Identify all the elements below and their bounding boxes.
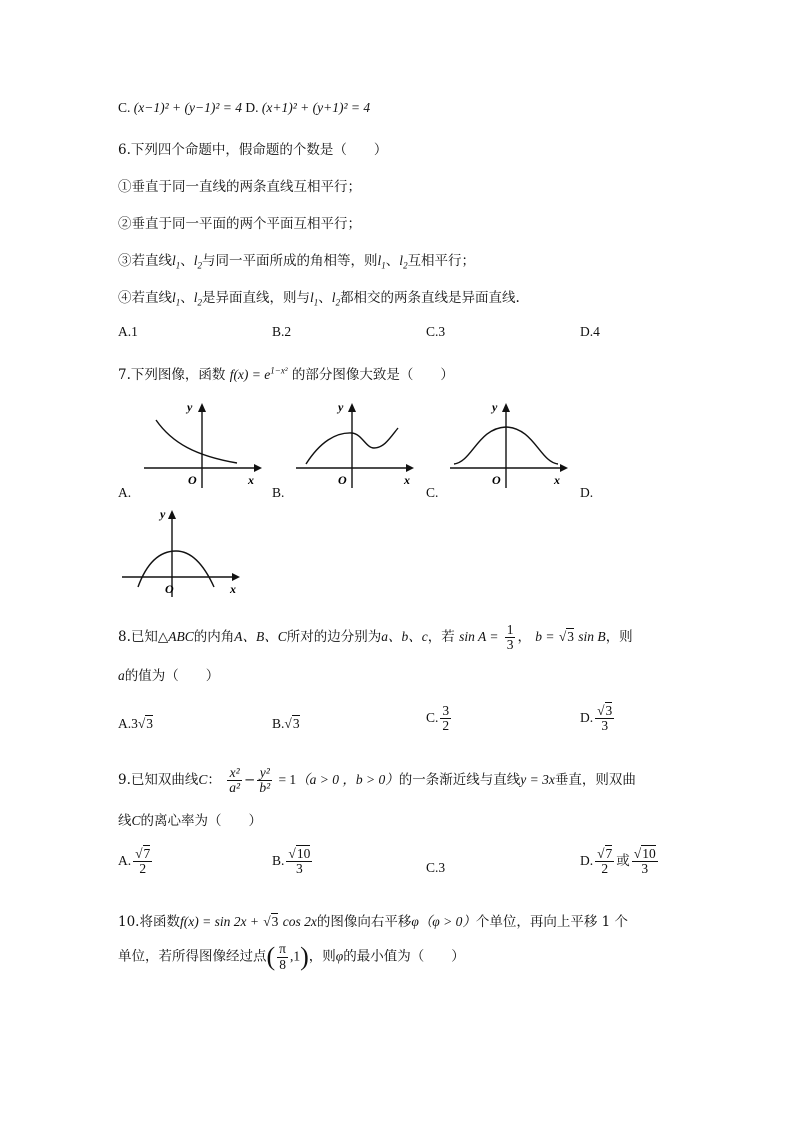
- text: 、: [180, 290, 194, 306]
- text: 、: [180, 253, 194, 269]
- q6-option-c: C.3: [426, 324, 446, 339]
- y-axis-label: y: [160, 507, 166, 521]
- origin-label: O: [165, 582, 174, 596]
- expr: cos 2x: [282, 914, 317, 929]
- condition: （a > 0 ，b > 0）: [296, 772, 399, 788]
- text: ，: [517, 629, 531, 646]
- text: 10.将函数: [118, 914, 180, 930]
- y-axis-label: y: [492, 400, 498, 414]
- var: a: [118, 668, 125, 683]
- expr: b =: [535, 629, 555, 645]
- q9-option-c: C.3: [426, 860, 446, 875]
- text: 的值为（ ）: [124, 668, 220, 684]
- var-l2: $l_2$: [331, 290, 341, 308]
- text: ，则: [605, 629, 633, 646]
- graph-d-label: D.: [580, 485, 594, 500]
- text: 线: [118, 813, 132, 829]
- option-expr: (x+1)² + (y+1)² = 4: [261, 100, 371, 115]
- q6-statement-4: [118, 286, 520, 308]
- option-label: D.: [245, 100, 259, 115]
- q10-stem-line2: [118, 942, 465, 972]
- var-l1: $l_1$: [310, 290, 319, 308]
- graph-c: [446, 398, 571, 490]
- var-l1: $l_1$: [172, 253, 181, 271]
- graph-b: [292, 398, 417, 490]
- x-axis-label: x: [248, 473, 254, 487]
- exponent: 1−x²: [270, 365, 288, 376]
- text: 都相交的两条直线是异面直线.: [340, 290, 520, 306]
- var: C: [198, 772, 208, 788]
- q8-option-a: A.3√3: [118, 716, 154, 731]
- text: ，则: [308, 948, 336, 965]
- q8-option-c: C. $\frac{3}{2}$: [426, 703, 450, 734]
- graph-b-label: B.: [272, 485, 285, 500]
- text: ,1: [290, 948, 301, 964]
- x-axis-label: x: [404, 473, 410, 487]
- var: φ: [335, 948, 344, 964]
- var: A、B、C: [234, 629, 287, 645]
- q6-statement-3: [118, 249, 475, 271]
- origin-label: O: [338, 473, 347, 487]
- var: ABC: [168, 629, 194, 645]
- q6-statement-2: ②垂直于同一平面的两个平面互相平行；: [118, 216, 361, 232]
- text: 8.已知△: [118, 629, 169, 646]
- origin-label: O: [492, 473, 501, 487]
- text: 、: [385, 253, 400, 269]
- var-l1: $l_1$: [377, 253, 386, 271]
- var-l2: $l_2$: [193, 290, 203, 308]
- expr: = 1: [278, 772, 297, 788]
- fraction: $\frac{\text{x²}}{\text{a²}}$: [229, 765, 241, 796]
- text: ，若: [427, 629, 455, 646]
- q8-stem-line2: [118, 664, 219, 684]
- var: φ: [411, 914, 419, 929]
- text: 的图像向右平移: [316, 914, 412, 930]
- graph-a-label: A.: [118, 485, 132, 500]
- var-l2: $l_2$: [193, 253, 203, 271]
- q5-option-c: [118, 100, 370, 116]
- text: 的离心率为（ ）: [140, 813, 263, 829]
- paren: ): [300, 942, 309, 971]
- q6-option-b: B.2: [272, 324, 292, 339]
- var-l2: $l_2$: [399, 253, 408, 271]
- text: 单位，若所得图像经过点: [118, 948, 267, 965]
- q8-option-d: D. $\frac{√3}{3}$: [580, 703, 613, 734]
- y-axis-label: y: [187, 400, 193, 414]
- q7-stem: [118, 363, 454, 383]
- var-l1: $l_1$: [172, 290, 181, 308]
- var: C: [131, 813, 141, 828]
- graph-a: [140, 398, 265, 490]
- fraction: $\frac{1}{3}$: [506, 622, 514, 653]
- text: 、: [318, 290, 332, 306]
- text: ：: [207, 772, 221, 789]
- text: ④若直线: [118, 290, 172, 306]
- expr: y = 3x: [520, 772, 555, 788]
- q8-stem: [118, 623, 633, 652]
- graph-d: [120, 505, 245, 597]
- option-expr: (x−1)² + (y−1)² = 4: [133, 100, 243, 115]
- q9-option-d: D. $\frac{√7}{2}$ 或 $\frac{√10}{3}$: [580, 846, 656, 877]
- text: 7.下列图像，函数: [118, 367, 226, 383]
- q6-option-a: A.1: [118, 324, 138, 339]
- q9-option-b: B. $\frac{√10}{3}$: [272, 846, 311, 877]
- text: 所对的边分别为: [286, 629, 382, 646]
- x-axis-label: x: [554, 473, 560, 487]
- text: 9.已知双曲线: [118, 772, 199, 789]
- q9-option-a: A. $\frac{√7}{2}$: [118, 846, 151, 877]
- condition: （φ > 0）: [418, 914, 476, 929]
- expr: sin A =: [459, 629, 499, 645]
- text: 是异面直线，则与: [202, 290, 311, 306]
- q10-stem: [118, 910, 628, 930]
- origin-label: O: [188, 473, 197, 487]
- fraction: $\frac{\text{y²}}{\text{b²}}$: [259, 765, 271, 796]
- text: 的部分图像大致是（ ）: [291, 367, 454, 383]
- text: 与同一平面所成的角相等，则: [202, 253, 378, 269]
- sqrt: √3: [263, 914, 279, 929]
- text: 垂直，则双曲: [554, 772, 636, 789]
- text: ③若直线: [118, 253, 172, 269]
- graph-c-label: C.: [426, 485, 439, 500]
- q6-stem: 6.下列四个命题中，假命题的个数是（ ）: [118, 142, 388, 158]
- q6-statement-1: ①垂直于同一直线的两条直线互相平行；: [118, 179, 361, 195]
- q6-option-d: D.4: [580, 324, 600, 339]
- q8-option-b: B.√3: [272, 716, 300, 731]
- text: 的最小值为（ ）: [343, 948, 465, 965]
- option-label: C.: [118, 100, 131, 115]
- text: 的一条渐近线与直线: [398, 772, 521, 789]
- fraction: $\frac{\pi}{8}$: [279, 941, 286, 972]
- expr: f(x) = sin 2x +: [179, 914, 259, 929]
- y-axis-label: y: [338, 400, 344, 414]
- text: 互相平行；: [407, 253, 476, 269]
- func-expr: f(x) = e: [229, 367, 271, 382]
- q9-stem-line2: [118, 809, 262, 829]
- text: 个单位，再向上平移 1 个: [475, 914, 629, 930]
- var: a、b、c: [381, 629, 428, 645]
- q9-stem: 9.已知双曲线C： $\frac{\text{x²}}{\text{a²}}$ − $\frac{\text{y²}}{\text{b²}}$ = 1（a > 0 ，b > 0）的一条渐近线与直线y = 3x垂直，则双曲: [118, 765, 636, 796]
- x-axis-label: x: [230, 582, 236, 596]
- paren: (: [266, 942, 276, 971]
- expr: sin B: [578, 629, 606, 645]
- text: 的内角: [193, 629, 235, 646]
- sqrt: √3: [558, 629, 574, 645]
